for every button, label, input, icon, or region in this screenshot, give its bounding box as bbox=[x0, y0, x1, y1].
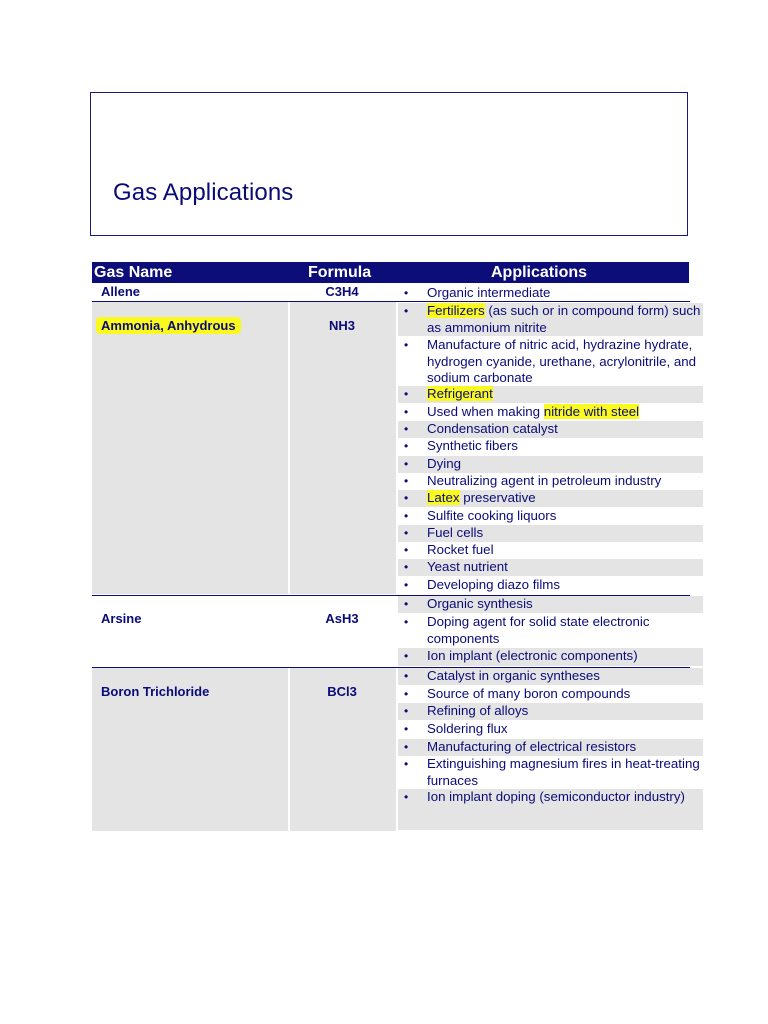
formula-ammonia: NH3 bbox=[328, 318, 355, 333]
application-item: • Extinguishing magnesium fires in heat-treating furnaces bbox=[404, 756, 700, 788]
gas-name-ammonia bbox=[101, 318, 241, 334]
gas-name-arsine: Arsine bbox=[101, 611, 142, 626]
formula-boron-trichloride: BCl3 bbox=[327, 684, 357, 699]
bullet-icon: • bbox=[404, 439, 409, 453]
application-item: • Manufacture of nitric acid, hydrazine hydrate, hydrogen cyanide, urethane, acrylonitrile, and sodium carbonate bbox=[404, 337, 697, 385]
gas-name-allene: Allene bbox=[101, 284, 141, 299]
highlight-refrigerant: Refrigerant bbox=[427, 386, 493, 401]
ammonia-name-cell bbox=[92, 302, 288, 594]
gas-name-boron-trichloride: Boron Trichloride bbox=[101, 684, 210, 699]
application-item: • Soldering flux bbox=[404, 721, 508, 736]
application-item: • Dying bbox=[398, 456, 703, 473]
highlight-fertilizers: Fertilizers bbox=[427, 303, 485, 318]
header-applications: Applications bbox=[491, 264, 588, 281]
application-item: • Source of many boron compounds bbox=[404, 686, 631, 701]
application-item: • Synthetic fibers bbox=[404, 438, 518, 453]
application-item: • Rocket fuel bbox=[404, 542, 494, 557]
header-formula: Formula bbox=[308, 264, 372, 281]
bullet-icon: • bbox=[404, 457, 409, 471]
application-item: • Used when making nitride with steel bbox=[404, 404, 640, 419]
bullet-icon: • bbox=[404, 790, 409, 804]
application-item: • Fuel cells bbox=[398, 525, 703, 542]
application-item: • Refining of alloys bbox=[398, 703, 703, 720]
bullet-icon: • bbox=[404, 740, 409, 754]
page-title: Gas Applications bbox=[113, 179, 294, 206]
application-item: • Sulfite cooking liquors bbox=[404, 508, 557, 523]
table-header bbox=[92, 262, 689, 283]
bullet-icon: • bbox=[404, 387, 409, 401]
bullet-icon: • bbox=[404, 405, 409, 419]
application-item: • Catalyst in organic syntheses bbox=[398, 668, 703, 685]
application-item bbox=[398, 386, 703, 403]
bullet-icon: • bbox=[404, 543, 409, 557]
bullet-icon: • bbox=[404, 669, 409, 683]
bullet-icon: • bbox=[404, 757, 409, 771]
bullet-icon: • bbox=[404, 491, 409, 505]
ammonia-formula-cell bbox=[290, 302, 396, 594]
application-item: • Ion implant doping (semiconductor industry) bbox=[398, 789, 703, 830]
bullet-icon: • bbox=[404, 509, 409, 523]
formula-allene: C3H4 bbox=[325, 284, 359, 299]
bullet-icon: • bbox=[404, 615, 409, 629]
title-box bbox=[90, 92, 688, 236]
application-item: • Fertilizers (as such or in compound form) such as ammonium nitrite bbox=[398, 303, 703, 336]
formula-arsine: AsH3 bbox=[325, 611, 359, 626]
header-gas-name: Gas Name bbox=[94, 264, 173, 281]
bullet-icon: • bbox=[404, 687, 409, 701]
application-item: • Ion implant (electronic components) bbox=[398, 648, 703, 666]
application-item: • Doping agent for solid state electronic components bbox=[404, 614, 650, 646]
bullet-icon: • bbox=[404, 560, 409, 574]
bullet-icon: • bbox=[404, 474, 409, 488]
highlight-latex: Latex bbox=[427, 490, 460, 505]
bullet-icon: • bbox=[404, 422, 409, 436]
bullet-icon: • bbox=[404, 304, 409, 318]
bullet-icon: • bbox=[404, 704, 409, 718]
highlight-nitride: nitride with steel bbox=[543, 404, 640, 419]
application-item: • Manufacturing of electrical resistors bbox=[398, 739, 703, 756]
application-item: • Organic intermediate bbox=[404, 285, 551, 300]
application-item: • Yeast nutrient bbox=[398, 559, 703, 576]
highlight-ammonia-name: Ammonia, Anhydrous bbox=[96, 317, 241, 334]
bullet-icon: • bbox=[404, 597, 409, 611]
bullet-icon: • bbox=[404, 578, 409, 592]
bullet-icon: • bbox=[404, 338, 409, 352]
application-item: • Neutralizing agent in petroleum industry bbox=[404, 473, 662, 488]
bullet-icon: • bbox=[404, 526, 409, 540]
application-item: • Condensation catalyst bbox=[398, 421, 703, 438]
application-item: • Developing diazo films bbox=[404, 577, 561, 592]
bullet-icon: • bbox=[404, 722, 409, 736]
application-item: • Latex preservative bbox=[398, 490, 703, 507]
bullet-icon: • bbox=[404, 286, 409, 300]
bullet-icon: • bbox=[404, 649, 409, 663]
application-item: • Organic synthesis bbox=[398, 596, 703, 613]
